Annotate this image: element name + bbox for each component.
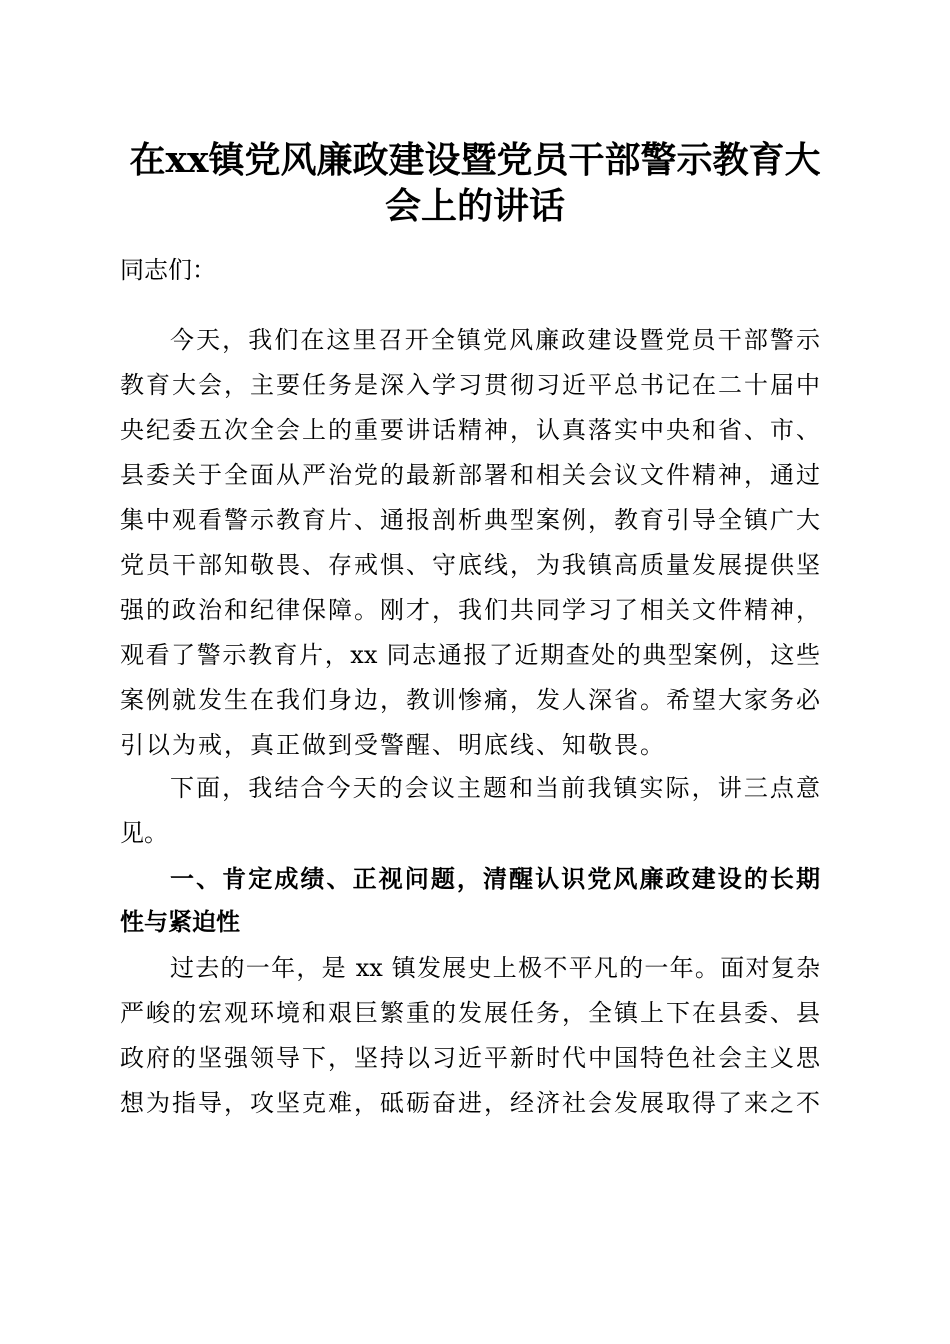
- document-title-line-1: 在xx镇党风廉政建设暨党员干部警示教育大: [129, 139, 821, 181]
- text-line: 想为指导，攻坚克难，砥砺奋进，经济社会发展取得了来之不: [120, 1089, 820, 1117]
- text-line: 今天，我们在这里召开全镇党风廉政建设暨党员干部警示: [170, 326, 820, 354]
- text-line: 见。: [120, 819, 168, 847]
- document-title-line-2: 会上的讲话: [384, 185, 565, 227]
- text-line: 集中观看警示教育片、通报剖析典型案例，教育引导全镇广大: [120, 506, 820, 534]
- text-line: 党员干部知敬畏、存戒惧、守底线，为我镇高质量发展提供坚: [120, 551, 820, 579]
- heading-line: 一、肯定成绩、正视问题，清醒认识党风廉政建设的长期: [170, 865, 820, 893]
- text-line: 教育大会，主要任务是深入学习贯彻习近平总书记在二十届中: [120, 371, 820, 399]
- text-line: 央纪委五次全会上的重要讲话精神，认真落实中央和省、市、: [120, 416, 820, 444]
- text-line: 过去的一年，是 xx 镇发展史上极不平凡的一年。面对复杂: [170, 954, 820, 982]
- heading-line: 性与紧迫性: [120, 908, 240, 936]
- text-line: 严峻的宏观环境和艰巨繁重的发展任务，全镇上下在县委、县: [120, 999, 820, 1027]
- text-line: 引以为戒，真正做到受警醒、明底线、知敬畏。: [120, 731, 666, 759]
- text-line: 案例就发生在我们身边，教训惨痛，发人深省。希望大家务必: [120, 686, 820, 714]
- text-line: 下面，我结合今天的会议主题和当前我镇实际，讲三点意: [170, 774, 820, 802]
- text-line: 强的政治和纪律保障。刚才，我们共同学习了相关文件精神，: [120, 596, 820, 624]
- salutation: 同志们：: [120, 256, 216, 284]
- text-line: 观看了警示教育片，xx 同志通报了近期查处的典型案例，这些: [120, 641, 820, 669]
- text-line: 政府的坚强领导下，坚持以习近平新时代中国特色社会主义思: [120, 1044, 820, 1072]
- text-line: 县委关于全面从严治党的最新部署和相关会议文件精神，通过: [120, 461, 820, 489]
